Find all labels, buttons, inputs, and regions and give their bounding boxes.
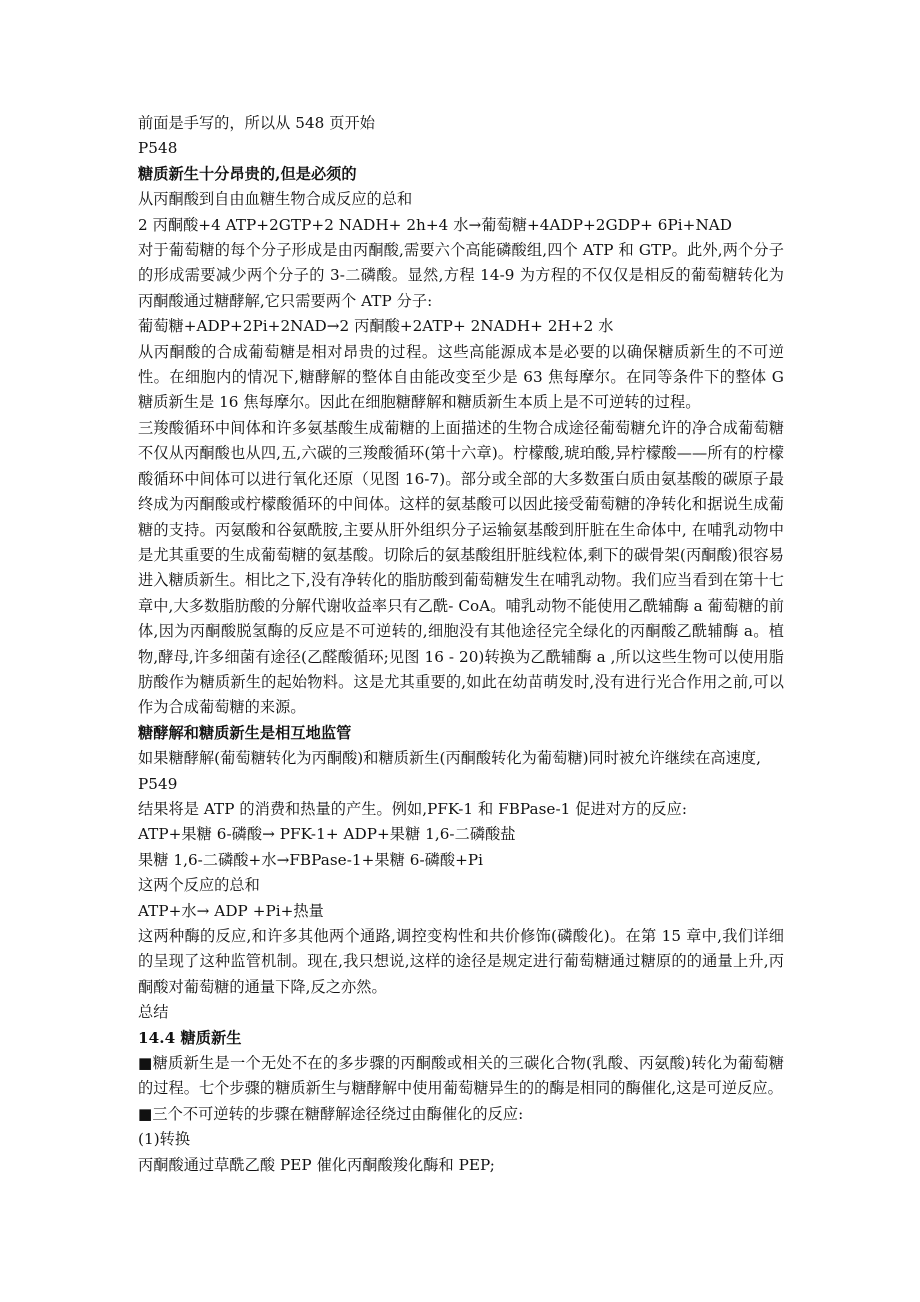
intro-note: 前面是手写的，所以从 548 页开始	[138, 114, 375, 132]
bullet-2: ■三个不可逆转的步骤在糖酵解途径绕过由酶催化的反应:	[138, 1104, 524, 1123]
bullet-1: ■糖质新生是一个无处不在的多步骤的丙酮酸或相关的三碳化合物(乳酸、丙氨酸)转化为葡萄糖的过程。七个步骤的糖质新生与糖酵解中使用葡萄糖异生的的酶是相同的酶催化,这是可逆反应。	[138, 1054, 784, 1098]
equation-4: 果糖 1,6-二磷酸+水→FBPase-1+果糖 6-磷酸+Pi	[138, 850, 484, 869]
item-1-label: (1)转换	[138, 1130, 191, 1149]
page-marker-548: P548	[138, 139, 178, 158]
paragraph-regulation: 这两种酶的反应,和许多其他两个通路,调控变构性和共价修饰(磷酸化)。在第 15 章中,我们详细的呈现了这种监管机制。现在,我只想说,这样的途径是规定进行葡萄糖通过糖原的的通量上升,丙酮酸对葡萄糖的通量下降,反之亦然。	[138, 927, 784, 996]
item-1-text: 丙酮酸通过草酰乙酸 PEP 催化丙酮酸羧化酶和 PEP;	[138, 1155, 495, 1174]
section-heading: 14.4 糖质新生	[138, 1028, 242, 1047]
equation-2: 葡萄糖+ADP+2Pi+2NAD→2 丙酮酸+2ATP+ 2NADH+ 2H+2 水	[138, 317, 614, 336]
sum-intro: 从丙酮酸到自由血糖生物合成反应的总和	[138, 190, 413, 209]
paragraph-tca-intermediates: 三羧酸循环中间体和许多氨基酸生成葡糖的上面描述的生物合成途径葡萄糖允许的净合成葡萄糖不仅从丙酮酸也从四,五,六碳的三羧酸循环(第十六章)。柠檬酸,琥珀酸,异柠檬酸——所有的柠檬酸循环中间体可以进行氧化还原（见图 16-7)。部分或全部的大多数蛋白质由氨基酸的碳原子最终成为丙酮酸或柠檬酸循环的中间体。这样的氨基酸可以因此接受葡萄糖的净转化和据说生成葡糖的支持。丙氨酸和谷氨酰胺,主要从肝外组织分子运输氨基酸到肝脏在生命体中, 在哺乳动物中是尤其重要的生成葡萄糖的氨基酸。切除后的氨基酸组肝脏线粒体,剩下的碳骨架(丙酮酸)很容易进入糖质新生。相比之下,没有净转化的脂肪酸到葡萄糖发生在哺乳动物。我们应当看到在第十七章中,大多数脂肪酸的分解代谢收益率只有乙酰- CoA。哺乳动物不能使用乙酰辅酶 a 葡萄糖的前体,因为丙酮酸脱氢酶的反应是不可逆转的,细胞没有其他途径完全绿化的丙酮酸乙酰辅酶 a。植物,酵母,许多细菌有途径(乙醛酸循环;见图 16 - 20)转换为乙酰辅酶 a ,所以这些生物可以使用脂肪酸作为糖质新生的起始物料。这是尤其重要的,如此在幼苗萌发时,没有进行光合作用之前,可以作为合成葡萄糖的来源。	[138, 418, 784, 717]
summary-label: 总结	[138, 1003, 169, 1022]
heading-costly: 糖质新生十分昂贵的,但是必须的	[138, 164, 357, 183]
sum-two: 这两个反应的总和	[138, 876, 260, 895]
paragraph-result: 结果将是 ATP 的消费和热量的产生。例如,PFK-1 和 FBPase-1 促进对方的反应:	[138, 799, 688, 818]
heading-regulated: 糖酵解和糖质新生是相互地监管	[138, 723, 352, 742]
paragraph-energy-cost: 对于葡萄糖的每个分子形成是由丙酮酸,需要六个高能磷酸组,四个 ATP 和 GTP。此外,两个分子的形成需要减少两个分子的 3-二磷酸。显然,方程 14-9 为方程的不仅仅是相反的葡萄糖转化为丙酮酸通过糖酵解,它只需要两个 ATP 分子:	[138, 241, 784, 310]
paragraph-simultaneous: 如果糖酵解(葡萄糖转化为丙酮酸)和糖质新生(丙酮酸转化为葡萄糖)同时被允许继续在高速度,	[138, 749, 762, 768]
equation-1: 2 丙酮酸+4 ATP+2GTP+2 NADH+ 2h+4 水→葡萄糖+4ADP+2GDP+ 6Pi+NAD	[138, 215, 733, 234]
equation-3: ATP+果糖 6-磷酸→ PFK-1+ ADP+果糖 1,6-二磷酸盐	[138, 825, 516, 844]
equation-5: ATP+水→ ADP +Pi+热量	[138, 901, 324, 920]
document-page	[138, 111, 784, 1178]
paragraph-irreversible: 从丙酮酸的合成葡萄糖是相对昂贵的过程。这些高能源成本是必要的以确保糖质新生的不可逆性。在细胞内的情况下,糖酵解的整体自由能改变至少是 63 焦每摩尔。在同等条件下的整体 G 糖质新生是 16 焦每摩尔。因此在细胞糖酵解和糖质新生本质上是不可逆转的过程。	[138, 342, 784, 412]
page-marker-549: P549	[138, 774, 178, 793]
